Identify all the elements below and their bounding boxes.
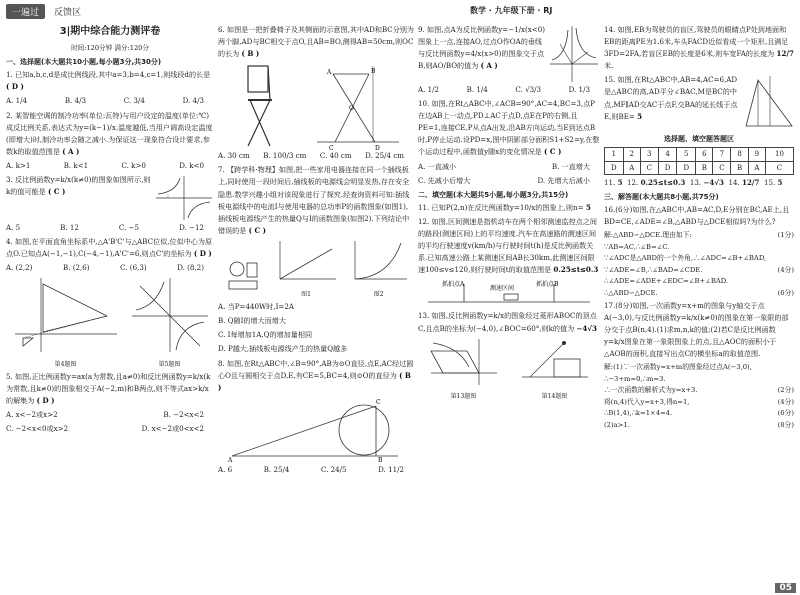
power-strip-figure xyxy=(223,255,263,301)
q7-option-a: A. 当P=440W时,I=2A xyxy=(218,302,295,312)
page-header xyxy=(0,0,800,22)
column-3 xyxy=(418,24,600,590)
q15-figure xyxy=(744,74,794,132)
q3-graph xyxy=(154,174,214,222)
svg-text:A: A xyxy=(326,69,331,77)
q8-options: A. 6 B. 25/4 C. 24/5 D. 11/2 xyxy=(218,464,404,474)
brand-logo: 一遍过 xyxy=(6,4,45,19)
graph2-caption: 图2 xyxy=(373,291,384,299)
column-2 xyxy=(218,24,414,590)
q9-block xyxy=(418,24,600,84)
q8-figure xyxy=(226,396,406,462)
section-fill: 二、填空题(本大题共5小题,每小题3分,共15分) xyxy=(418,190,569,199)
speed-zone-label: 测速区间 xyxy=(490,285,515,293)
question-3: 3. 反比例函数y=k/x(k≠0)的图象如图所示,则k的值可能是 ( C ) xyxy=(6,175,151,197)
q1-options: A. 1/4 B. 4/3 C. 3/4 D. 4/3 xyxy=(6,96,204,106)
question-16: 16.(6分)如图,在△ABC中,AB=AC,D,E分别在BC,AE上,且BD=CE,∠ADE=∠B,△ABD与△DCE相似吗?为什么? xyxy=(604,204,790,226)
section-solution: 三、解答题(本大题共8小题,共75分) xyxy=(604,192,719,201)
fill-answers: 11. 5 12. 0.25≤t≤0.3 13. −4√3 14. 12/7 15. 5 xyxy=(604,177,783,187)
svg-text:C: C xyxy=(376,398,381,406)
question-9: 9. 如图,点A为反比例函数y=−1/x(x<0)图象上一点,连接AO,过点O作OA的垂线与反比例函数y=4/x(x>0)的图象交于点B,则AO/BO的值为 ( A ) xyxy=(418,25,546,71)
exam-meta: 时间:120分钟 满分:120分 xyxy=(71,44,149,53)
q5-options-a: A. x<−2或x>2 B. −2<x<2 xyxy=(6,409,204,419)
q14-figure xyxy=(520,337,590,387)
q5-options-b: C. −2<x<0或x>2 D. x<−2或0<x<2 xyxy=(6,423,204,433)
question-12: 12. 如图,区间测速是指机动车在两个相邻测速监控点之间的路段(测速区间)上的平均速度.汽车在高速路的测速区间的平均行驶速度v(km/h)与行驶时间t(h)是反比例函数关系.已知高速公路上某测速区间AB长30km,此测速区间限速100≤v≤120,则行驶时间t的取值范围是 0.25≤t≤0.3 xyxy=(418,216,599,275)
question-17: 17.(8分)如图,一次函数y=x+m的图象与y轴交于点A(−3,0),与反比例函数y=k/x(k≠0)的图象在第一象限的部分交于点B(n,4).(1)求m,n,k的值;(2)若C是反比例函数y=k/x图象在第一象限图象上的点,且△AOC的面积小于△AOB的面积,直接写出点C的横坐标a的取值范围. xyxy=(604,300,789,358)
q12-figure xyxy=(424,278,594,308)
svg-text:O: O xyxy=(348,105,354,113)
svg-text:D: D xyxy=(374,145,380,151)
q7-option-b: B. Q随I的增大而增大 xyxy=(218,316,286,326)
question-5: 5. 如图,正比例函数y=ax(a为常数,且a≠0)和反比例函数y=k/x(k为常数,且k≠0)的图象相交于A(−2,m)和B两点,则不等式ax>k/x的解集为 ( D ) xyxy=(6,371,211,405)
q9-options: A. 1/2 B. 1/4 C. √3/3 D. 1/3 xyxy=(418,85,590,94)
fig5-caption: 第5题图 xyxy=(158,360,181,368)
checkpoint-b: 抓拍点B xyxy=(536,281,559,289)
question-10: 10. 如图,在Rt△ABC中,∠ACB=90°,AC=4,BC=3,点P在边AB上一动点,PD⊥AC于点D,点E在P的右侧,且PE=1,连接CE,P从点A出发,沿AB方向运动,当E到达点B时,P停止运动.设PD=x,图中阴影部分面积S1+S2=y,在整个运动过程中,函数值y随x的变化情况是 ( C ) xyxy=(418,99,600,157)
q2-options: A. k>1 B. k<1 C. k>0 D. k<0 xyxy=(6,160,204,170)
q7-figures xyxy=(218,239,414,301)
graph-1 xyxy=(274,239,338,285)
column-4 xyxy=(604,24,794,590)
page-number: 05 xyxy=(775,583,796,593)
question-15: 15. 如图,在Rt△ABC中,AB=4,AC=6,AD是△ABC的高,AD平分∠BAC,M是BC的中点,MF∥AD交AC于点F,交BA的延长线于点E,则BE= 5 xyxy=(604,75,738,121)
q4-options: A. (2,2) B. (2,6) C. (6,3) D. (8,2) xyxy=(6,263,204,273)
svg-text:A: A xyxy=(228,456,233,462)
q4-figure xyxy=(11,276,121,354)
checkpoint-a: 抓拍点A xyxy=(442,281,465,289)
q6-options: A. 30 cm B. 100/3 cm C. 40 cm D. 25/4 cm xyxy=(218,151,404,161)
answer-sheet-heading: 选择题、填空题答题区 xyxy=(664,135,734,144)
question-7: 7. 【跨学科·物理】如图,把一些家用电器连接在同一个插线板上,同时使用一段时间后,插线板的电源线会明显发热,存在安全隐患.数学兴趣小组对该现象进行了探究.经查询资料可知:插线板电源线中的电流I与使用电器的总功率P的函数图象(如图1),插线板电源线产生的热量Q与I的函数图象(如图2).下列结论中错误的是 ( C ) xyxy=(218,165,410,235)
graph1-caption: 图1 xyxy=(301,291,311,299)
section-choice: 一、选择题(本大题共10小题,每小题3分,共30分) xyxy=(6,58,162,67)
question-2: 2. 某智能空调的制冷功率(单位:瓦特)与用户设定的温度(单位:℃)成反比例关系,表达式为y=(k−1)/x.温度越低,当用户调高设定温度(即增大)时,制冷功率会随之减小.为保证这一现象符合设计要求,参数k的取值范围是 ( A ) xyxy=(6,110,213,156)
question-13: 13. 如图,反比例函数y=k/x的图象经过菱形ABOC的顶点C,且点B的坐标为(−4,0),∠BOC=60°,则k的值为 −4√3 xyxy=(418,311,597,333)
fig4-caption: 第4题图 xyxy=(54,360,77,368)
chair-diagram xyxy=(313,62,403,150)
chair-figure xyxy=(230,62,290,150)
q10-options-a: A. 一直减小 B. 一直增大 xyxy=(418,161,590,171)
q10-options-b: C. 先减小后增大 D. 先增大后减小 xyxy=(418,175,590,185)
q7-option-c: C. I每增加1A,Q的增加量相同 xyxy=(218,330,313,340)
fig13-caption: 第13题图 xyxy=(450,392,477,400)
question-6: 6. 如图是一把折叠椅子及其侧面的示意图,其中AD和BC分别为两个脚,AD与BC相交于点O,且AB=BO,测得AB=50cm,则OC的长为 ( B ) xyxy=(218,25,414,59)
question-1: 1. 已知a,b,c,d是成比例线段,其中a=3,b=4,c=1,则线段d的长是 ( D ) xyxy=(6,70,211,92)
page-title: 3|期中综合能力测评卷 xyxy=(59,26,161,37)
answer-table xyxy=(604,147,794,174)
question-11: 11. 已知P(2,n)在反比例函数y=10/x的图象上,则n= 5 xyxy=(418,202,591,212)
graph-2 xyxy=(349,239,409,285)
svg-text:B: B xyxy=(370,68,375,76)
q6-figures xyxy=(218,62,414,150)
q13-figure xyxy=(429,337,499,387)
table-row: D A C D D B C B A C xyxy=(605,161,794,174)
fig14-caption: 第14题图 xyxy=(541,392,568,400)
svg-text:C: C xyxy=(328,145,334,151)
fig-row-4-5 xyxy=(6,276,214,370)
q5-figure xyxy=(130,276,210,354)
svg-text:B: B xyxy=(378,456,383,462)
column-1 xyxy=(6,24,214,590)
question-14: 14. 如图,EB为驾驶员的盲区,驾驶员的眼睛点P处到地面和EB的距离PE为1.6米,车头FACD近似看成一个矩形,且满足3FD=2FA,若盲区EB的长度是6米,则车宽FA的长度为 12/7 米. xyxy=(604,25,794,71)
q13-14-figures xyxy=(418,337,600,403)
q16-solution: 解:△ABD∽△DCE.理由如下: (1分) ∵AB=AC,∴∠B=∠C. ∵∠ADC是△ABD的一个外角,∴∠ADC=∠B+∠BAD, ∵∠ADE=∠B,∴∠BAD=∠CDE. (4分) ∴∠ADE=∠ADE+∠EDC=∠B+∠BAD. ∴△ABD∽△DCE. (6分) xyxy=(604,231,794,297)
q17-solution: 解:(1)∵一次函数y=x+m的图象经过点A(−3,0), ∴−3+m=0,∴m=3. ∴一次函数的解析式为y=x+3. (2分) 将(n,4)代入y=x+3,得n=1, (4分) ∴B(1,4),∴k=1×4=4. (6分) (2)a>1. (8分) xyxy=(604,363,794,430)
section-label: 反馈区 xyxy=(54,8,82,18)
table-row: 1 2 3 4 5 6 7 8 9 10 xyxy=(605,148,794,161)
q3-block xyxy=(6,174,214,222)
q9-figure xyxy=(548,24,600,84)
book-title: 数学 · 九年级下册 · RJ xyxy=(470,6,553,15)
q3-options: A. 5 B. 12 C. −5 D. −12 xyxy=(6,223,204,233)
question-8: 8. 如图,在Rt△ABC中,∠B=90°,AB为⊙O直径,点E,AC经过圆心O且与圆相交于点D,E,有CE=5,BC=4,则⊙O的直径为 ( B ) xyxy=(218,358,414,392)
q7-option-d: D. P越大,插线板电源线产生的热量Q越多 xyxy=(218,344,348,354)
q15-block xyxy=(604,74,794,132)
question-4: 4. 如图,在平面直角坐标系中,△A'B'C'与△ABC位似,位似中心为原点O.已知点A(−1,−1),C(−4,−1),A'C'=6,则点C'的坐标为 ( D ) xyxy=(6,237,213,259)
